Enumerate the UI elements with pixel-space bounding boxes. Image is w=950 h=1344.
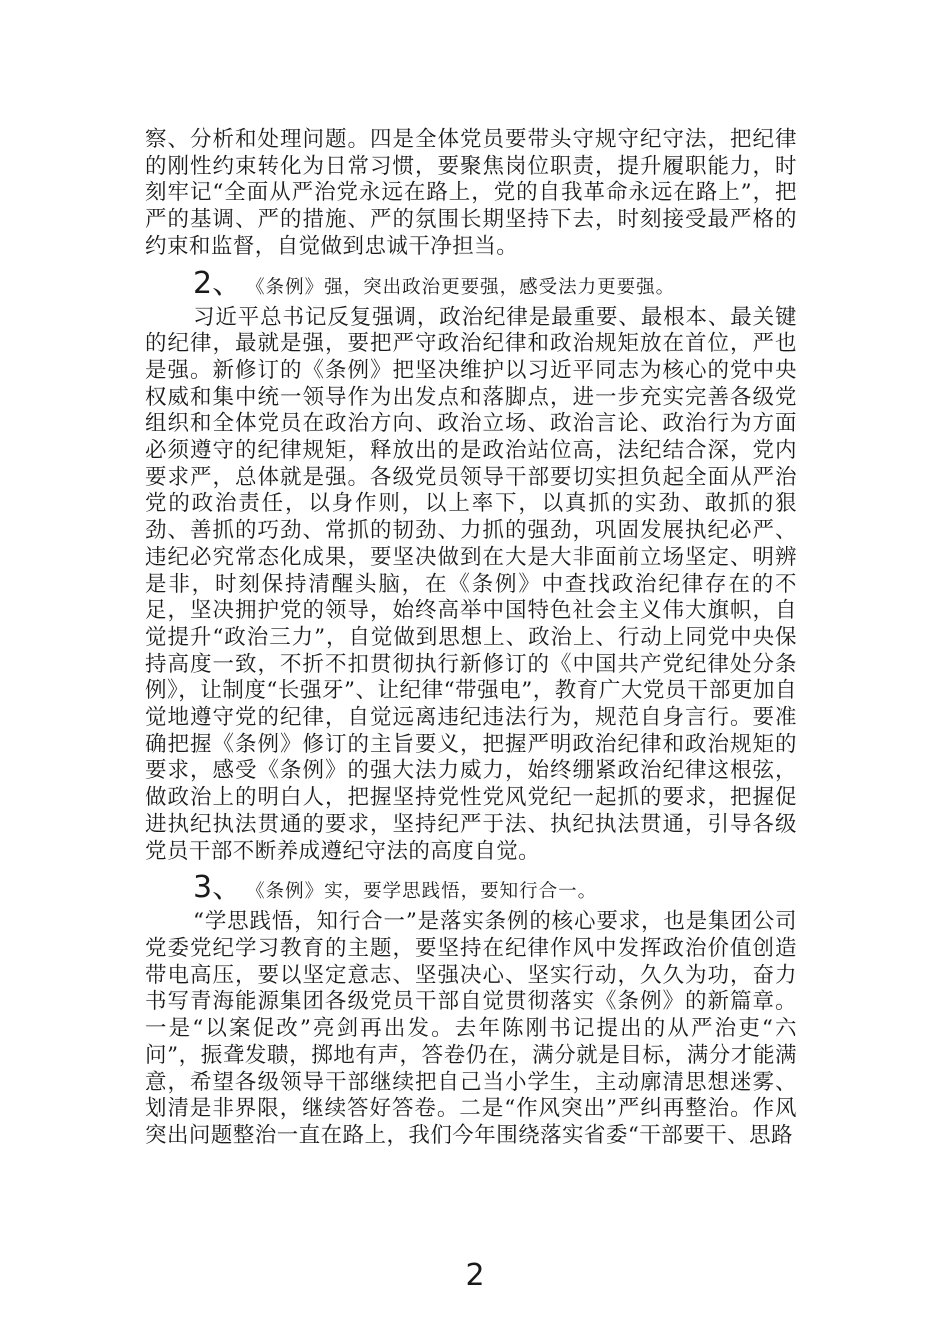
paragraph-continued: 察、分析和处理问题。四是全体党员要带头守规守纪守法，把纪律的刚性约束转化为日常习惯，要聚焦岗位职责，提升履职能力，时刻牢记“全面从严治党永远在路上，党的自我革命永远在路上”，把严的基调、严的措施、严的氛围长期坚持下去，时刻接受最严格的约束和监督，自觉做到忠诚干净担当。	[145, 127, 797, 259]
paragraph-section-3: “学思践悟，知行合一”是落实条例的核心要求，也是集团公司党委党纪学习教育的主题，要坚持在纪律作风中发挥政治价值创造带电高压，要以坚定意志、坚强决心、坚实行动，久久为功，奋力书写青海能源集团各级党员干部自觉贯彻落实《条例》的新篇章。一是“以案促改”亮剑再出发。去年陈刚书记提出的从严治吏“六问”，振聋发聩，掷地有声，答卷仍在，满分就是目标，满分才能满意，希望各级领导干部继续把自己当小学生，主动廓清思想迷雾、划清是非界限，继续答好答卷。二是“作风突出”严纠再整治。作风突出问题整治一直在路上，我们今年围绕落实省委“干部要干、思路	[145, 909, 797, 1148]
page-number: 2	[465, 1258, 485, 1293]
section-number: 3、	[193, 870, 243, 906]
section-number: 2、	[193, 265, 243, 301]
section-heading-3	[145, 871, 797, 909]
section-heading-2	[145, 267, 797, 305]
section-title: 《条例》实，要学思践悟，要知行合一。	[246, 881, 598, 903]
document-body	[145, 127, 797, 1150]
paragraph-section-2: 习近平总书记反复强调，政治纪律是最重要、最根本、最关键的纪律，最就是强，要把严守政治纪律和政治规矩放在首位，严也是强。新修订的《条例》把坚决维护以习近平同志为核心的党中央权威和集中统一领导作为出发点和落脚点，进一步充实完善各级党组织和全体党员在政治方向、政治立场、政治言论、政治行为方面必须遵守的纪律规矩，释放出的是政治站位高，法纪结合深，党内要求严，总体就是强。各级党员领导干部要切实担负起全面从严治党的政治责任，以身作则，以上率下，以真抓的实劲、敢抓的狠劲、善抓的巧劲、常抓的韧劲、力抓的强劲，巩固发展执纪必严、违纪必究常态化成果，要坚决做到在大是大非面前立场坚定、明辨是非，时刻保持清醒头脑，在《条例》中查找政治纪律存在的不足，坚决拥护党的领导，始终高举中国特色社会主义伟大旗帜，自觉提升“政治三力”，自觉做到思想上、政治上、行动上同党中央保持高度一致，不折不扣贯彻执行新修订的《中国共产党纪律处分条例》，让制度“长强牙”、让纪律“带强电”，教育广大党员干部更加自觉地遵守党的纪律，自觉远离违纪违法行为，规范自身言行。要准确把握《条例》修订的主旨要义，把握严明政治纪律和政治规矩的要求，感受《条例》的强大法力威力，始终绷紧政治纪律这根弦，做政治上的明白人，把握坚持党性党风党纪一起抓的要求，把握促进执纪执法贯通的要求，坚持纪严于法、执纪执法贯通，引导各级党员干部不断养成遵纪守法的高度自觉。	[145, 304, 797, 864]
section-title: 《条例》强，突出政治更要强，感受法力更要强。	[246, 276, 676, 298]
